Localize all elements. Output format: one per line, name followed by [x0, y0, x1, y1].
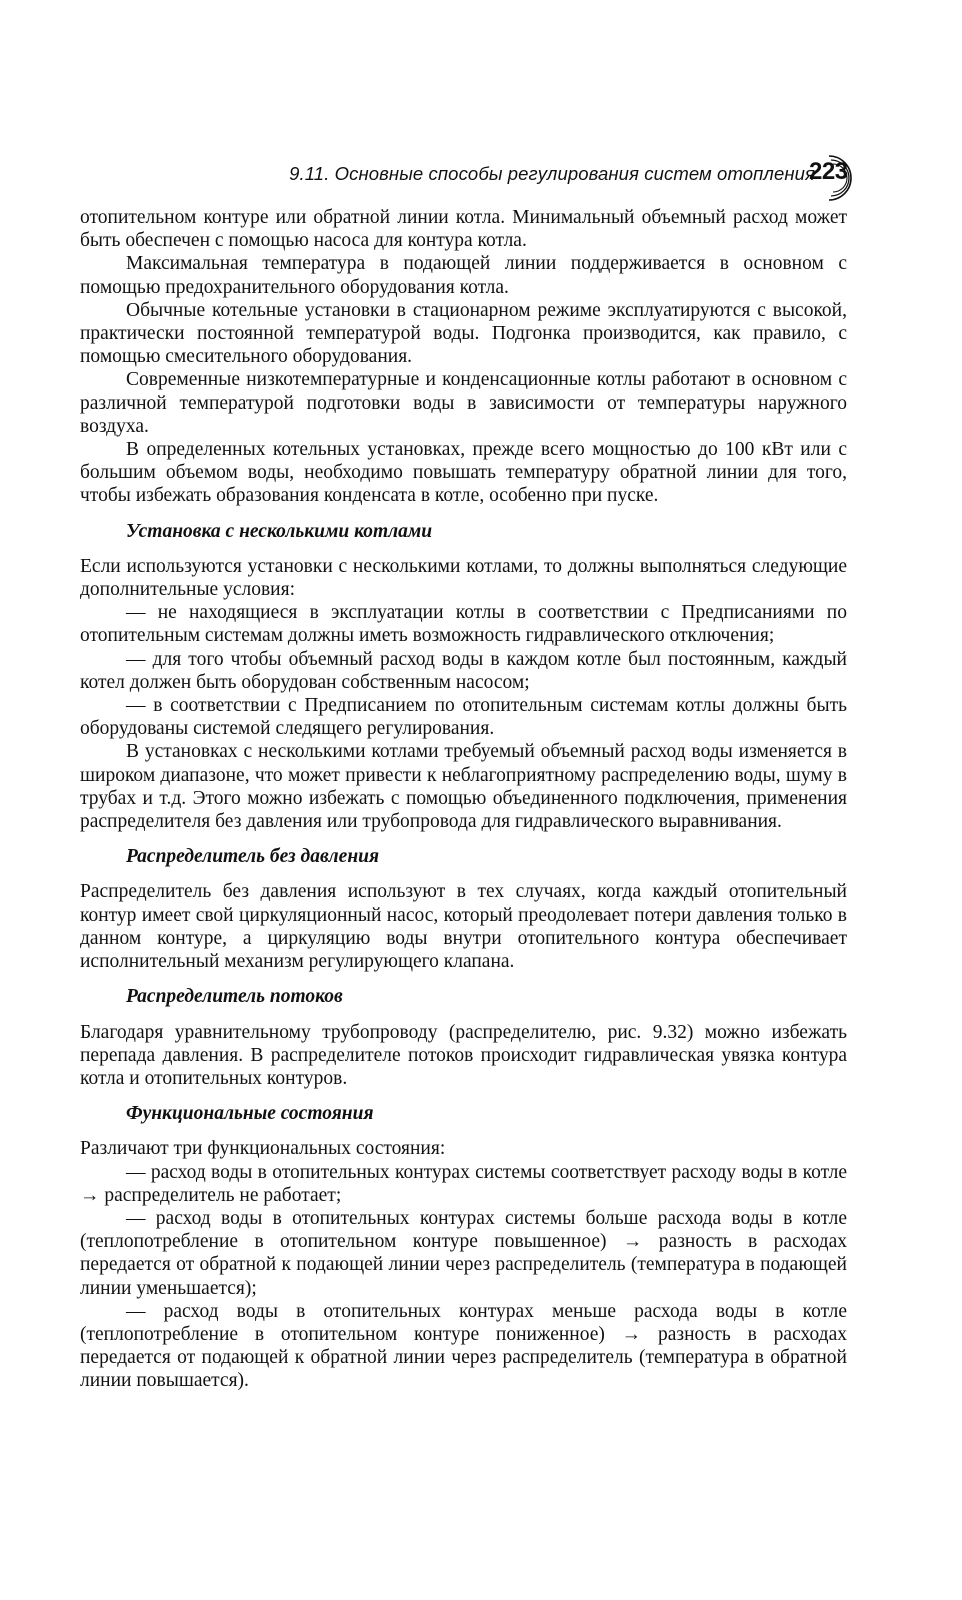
section-heading-multiple-boilers: Установка с несколькими котлами: [126, 520, 433, 542]
page-number: 223: [809, 158, 848, 185]
paragraph-2: Максимальная температура в подающей линии поддерживается в основном с помощью предохранительного оборудования котла.: [80, 253, 847, 298]
paragraph-5: В определенных котельных установках, прежде всего мощностью до 100 кВт или с большим объемом воды, необходимо повышать температуру обратной линии для того, чтобы избежать образования конденсата в котле, особенно при пуске.: [80, 439, 847, 507]
list-item-5: — расход воды в отопительных контурах системы больше расхода воды в котле (теплопотребление в отопительном контуре повышенное) → разность в расходах передается от обратной к подающей линии через распределитель (температура в подающей линии уменьшается);: [80, 1207, 847, 1299]
paragraph-3: Обычные котельные установки в стационарном режиме эксплуатируются с высокой, практически постоянной температурой воды. Подгонка производится, как правило, с помощью смесительного оборудования.: [80, 299, 847, 368]
paragraph-10: В установках с несколькими котлами требуемый объемный расход воды изменяется в широком диапазоне, что может привести к неблагоприятному распределению воды, шуму в трубах и т.д. Этого можно избежать с помощью объединенного подключения, применения распределителя без давления или трубопровода для гидравлического выравнивания.: [80, 741, 847, 833]
list-item-2: — для того чтобы объемный расход воды в каждом котле был постоянным, каждый котел должен быть оборудован собственным насосом;: [80, 648, 847, 693]
paragraph-1: отопительном контуре или обратной линии котла. Минимальный объемный расход может быть обеспечен с помощью насоса для контура котла.: [80, 207, 847, 252]
list-item-4: — расход воды в отопительных контурах системы соответствует расходу воды в котле → распределитель не работает;: [80, 1161, 847, 1206]
paragraph-4: Современные низкотемпературные и конденсационные котлы работают в основном с различной температурой подготовки воды в зависимости от температуры наружного воздуха.: [80, 369, 847, 437]
page-number-badge: [809, 154, 855, 202]
section-heading-pressureless-distributor: Распределитель без давления: [126, 846, 380, 868]
section-heading-flow-distributor: Распределитель потоков: [126, 986, 343, 1008]
list-item-6: — расход воды в отопительных контурах меньше расхода воды в котле (теплопотребление в отопительном контуре пониженное) → разность в расходах передается от подающей к обратной линии через распределитель (температура в обратной линии повышается).: [80, 1300, 847, 1392]
paragraph-6: Если используются установки с несколькими котлами, то должны выполняться следующие дополнительные условия:: [80, 555, 847, 601]
paragraph-13: Различают три функциональных состояния:: [80, 1138, 446, 1160]
paragraph-12: Благодаря уравнительному трубопроводу (распределителю, рис. 9.32) можно избежать перепада давления. В распределителе потоков происходит гидравлическая увязка контура котла и отопительных контуров.: [80, 1021, 847, 1089]
list-item-3: — в соответствии с Предписанием по отопительным системам котлы должны быть оборудованы системой следящего регулирования.: [80, 695, 847, 740]
section-heading-functional-states: Функциональные состояния: [126, 1103, 374, 1125]
list-item-1: — не находящиеся в эксплуатации котлы в соответствии с Предписаниями по отопительным системам должны иметь возможность гидравлического отключения;: [80, 602, 847, 647]
running-head: 9.11. Основные способы регулирования систем отопления: [289, 163, 815, 184]
body-text: [80, 206, 847, 1393]
paragraph-11: Распределитель без давления используют в тех случаях, когда каждый отопительный контур имеет свой циркуляционный насос, который преодолевает потери давления только в данном контуре, а циркуляцию воды внутри отопительного контура обеспечивает исполнительный механизм регулирующего клапана.: [80, 881, 847, 973]
